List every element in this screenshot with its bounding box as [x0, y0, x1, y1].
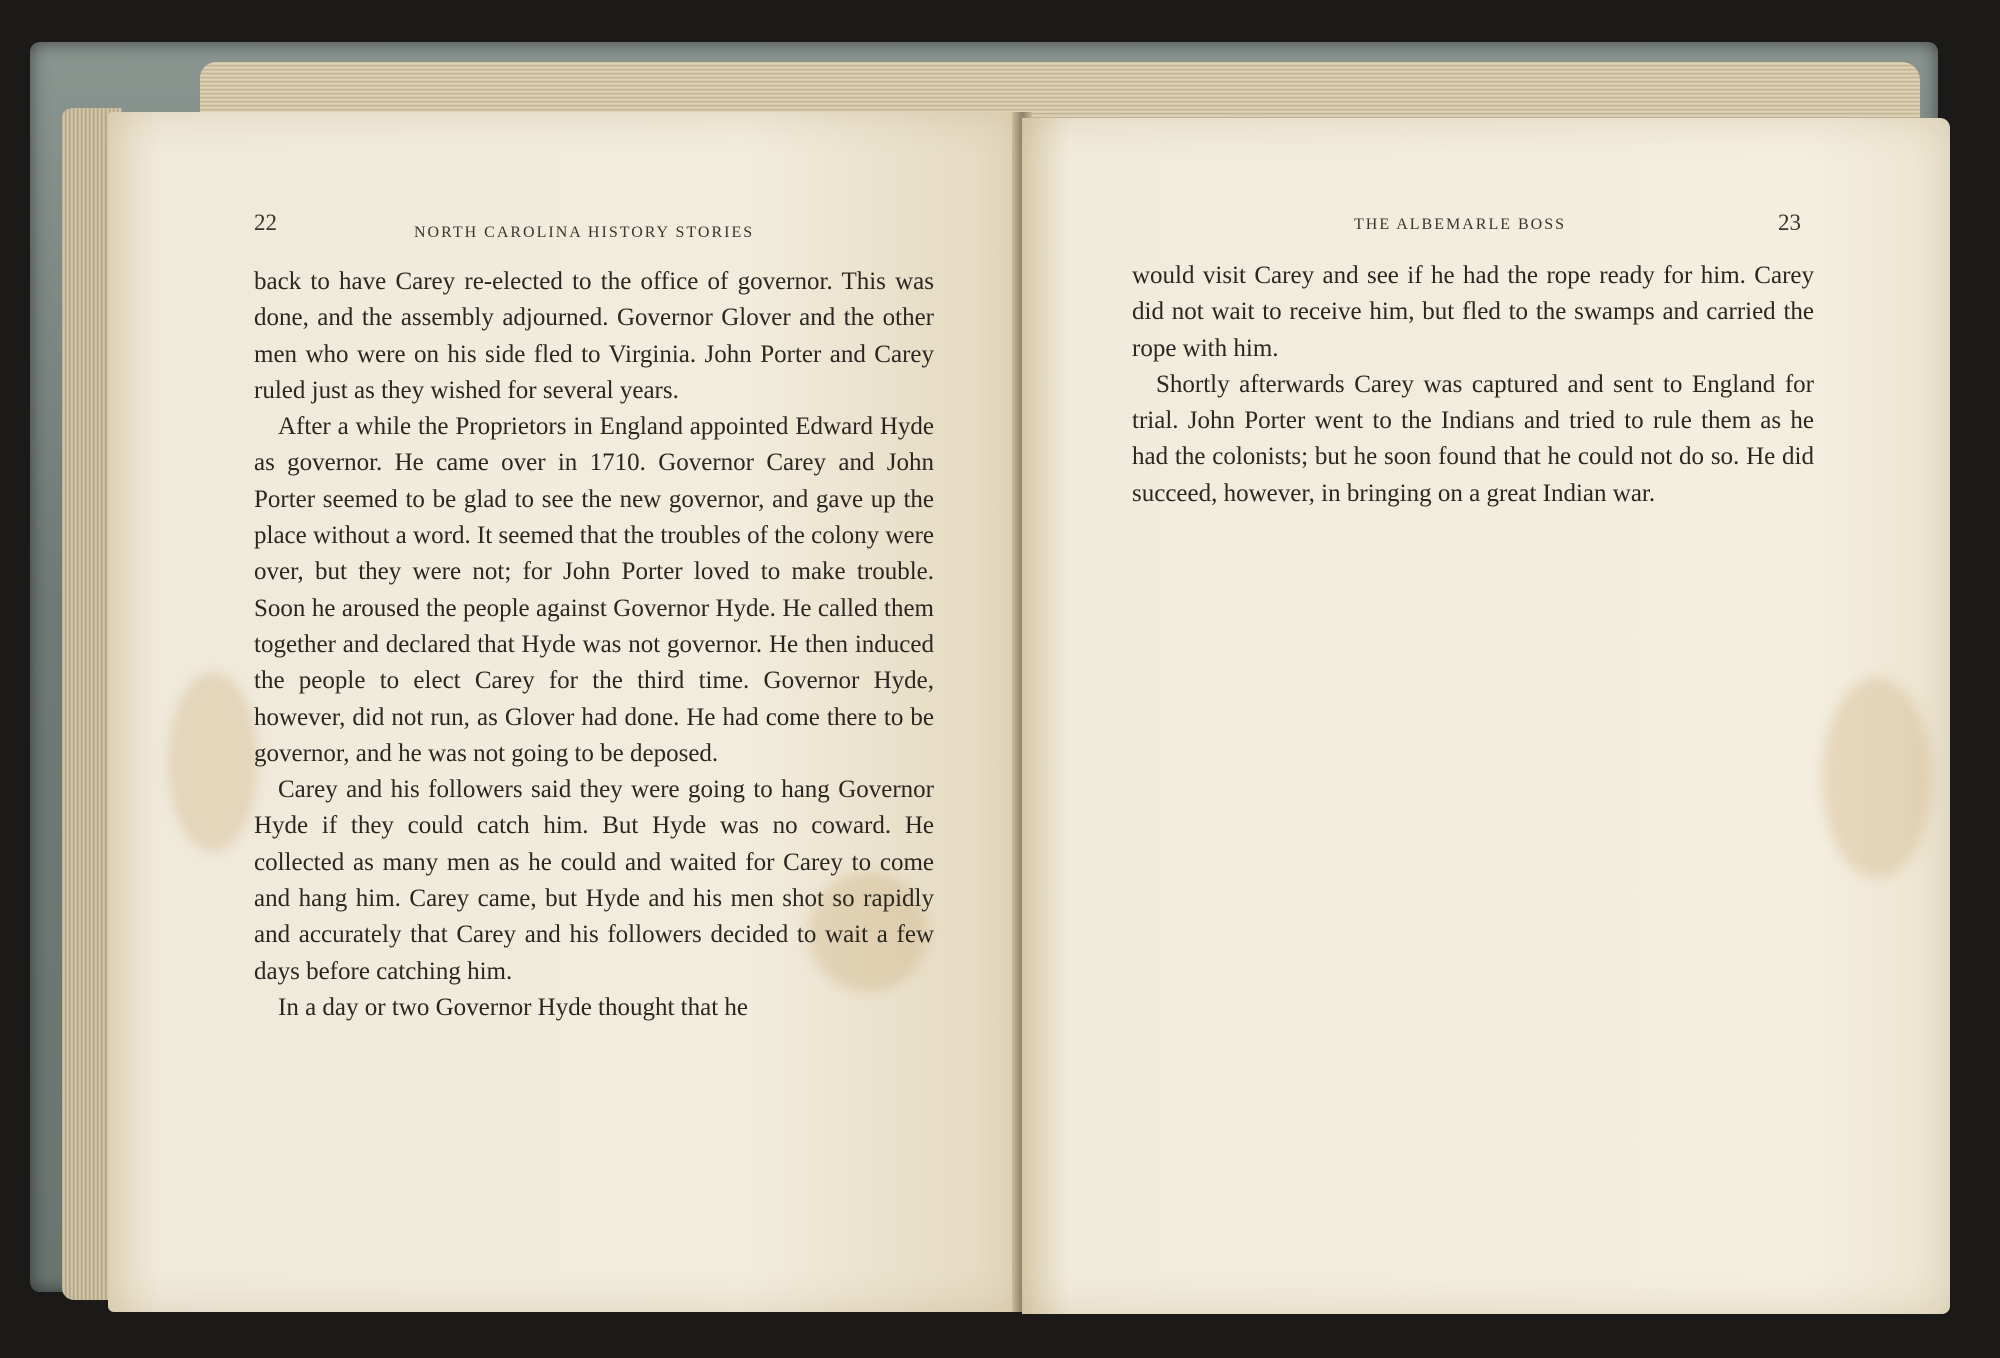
paragraph: Shortly afterwards Carey was captured and sent to England for trial. John Porter went to the Indians and tried to rule them as he had the colonists; but he soon found that he could not do so. He did succeed, however, in bringing on a great Indian war. — [1132, 370, 1814, 507]
paragraph: Carey and his followers said they were going to hang Governor Hyde if they could catch him. But Hyde was no coward. He collected as many men as he could and waited for Carey to come and hang him. Carey came, but Hyde and his men shot so rapidly and accurately that Carey and his followers decided to wait a few days before catching him. — [254, 776, 934, 985]
right-page-body — [1132, 258, 1814, 512]
page-number: 23 — [1778, 210, 1801, 235]
left-page — [108, 112, 1020, 1312]
foxing-stain — [168, 672, 258, 852]
page-number: 22 — [254, 210, 277, 235]
left-page-body — [254, 264, 934, 1026]
foxing-stain — [1822, 678, 1932, 878]
right-page — [1022, 118, 1950, 1314]
running-head: NORTH CAROLINA HISTORY STORIES — [414, 224, 755, 241]
paragraph: In a day or two Governor Hyde thought that he — [278, 993, 749, 1021]
running-head: THE ALBEMARLE BOSS — [1354, 216, 1567, 233]
paragraph: After a while the Proprietors in England appointed Edward Hyde as governor. He came over in 1710. Governor Carey and John Porter seemed to be glad to see the new governor, and gave up the place without a word. It seemed that the troubles of the colony were over, but they were not; for John Porter loved to make trouble. Soon he aroused the people against Governor Hyde. He called them together and declared that Hyde was not governor. He then induced the people to elect Carey for the third time. Governor Hyde, however, did not run, as Glover had done. He had come there to be governor, and he was not going to be deposed. — [254, 413, 934, 767]
paragraph: would visit Carey and see if he had the rope ready for him. Carey did not wait to receive him, but fled to the swamps and carried the rope with him. — [1132, 262, 1814, 362]
paragraph: back to have Carey re-elected to the office of governor. This was done, and the assembly adjourned. Governor Glover and the other men who were on his side fled to Virginia. John Porter and Carey ruled just as they wished for several years. — [254, 268, 934, 404]
